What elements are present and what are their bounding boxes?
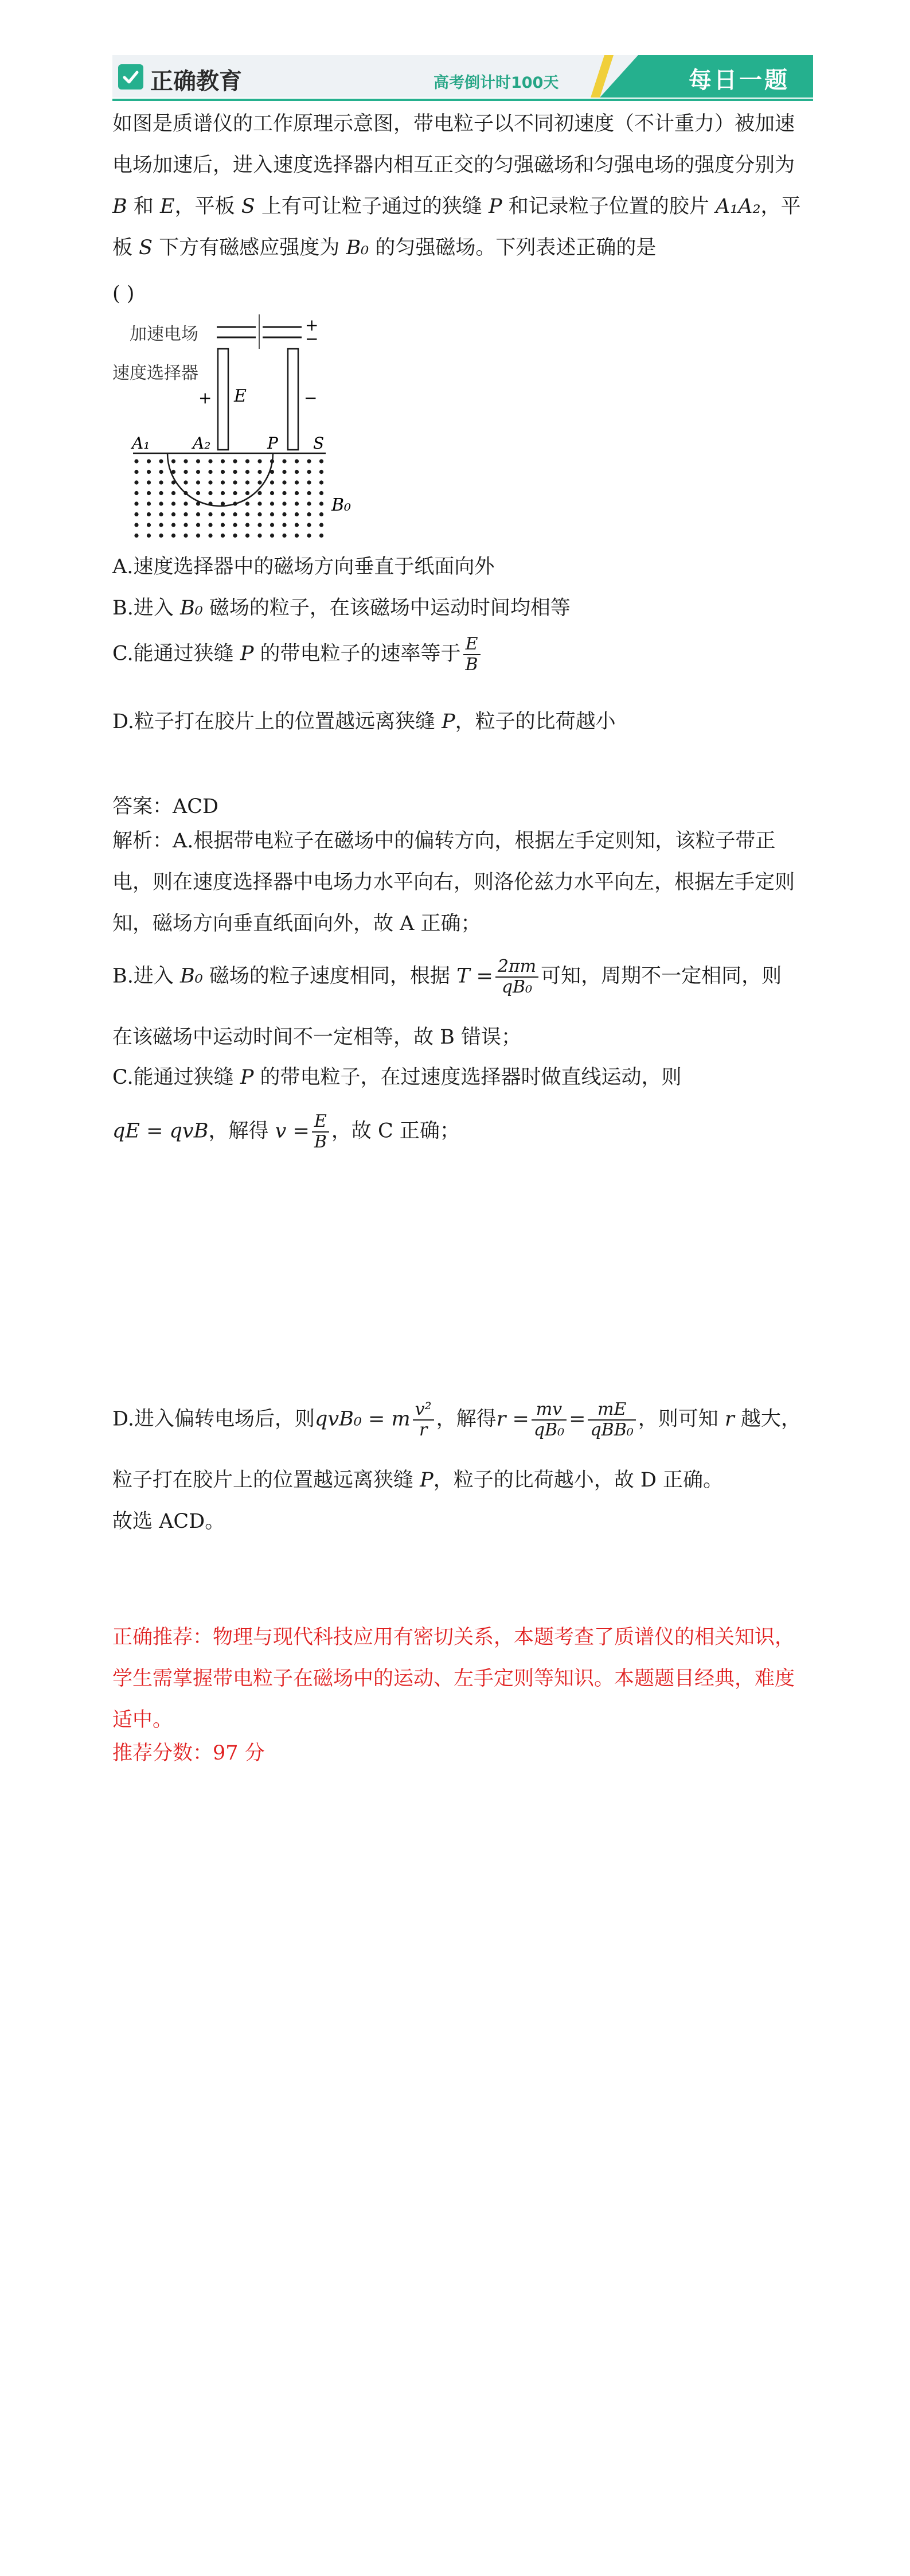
- selector-plate-right: [288, 349, 298, 450]
- field-dot: [307, 480, 311, 484]
- label-B0: B₀: [331, 495, 351, 515]
- field-dot: [282, 470, 286, 474]
- field-dot: [257, 480, 261, 484]
- field-dot: [307, 470, 311, 474]
- accel-field-label: 加速电场: [130, 324, 198, 344]
- field-dot: [295, 523, 299, 527]
- field-dot: [159, 534, 163, 538]
- option-d: D.粒子打在胶片上的位置越远离狭缝 P，粒子的比荷越小: [112, 710, 616, 733]
- field-dot: [183, 470, 188, 474]
- countdown-slogan: 高考倒计时100天: [433, 74, 559, 92]
- field-dot: [134, 491, 138, 495]
- field-dot: [245, 470, 249, 474]
- field-dot: [183, 501, 188, 505]
- field-dot: [233, 470, 237, 474]
- field-E-label: E: [234, 386, 247, 406]
- field-dot: [208, 470, 212, 474]
- field-dot: [208, 480, 212, 484]
- accel-plus-sign: +: [305, 316, 319, 334]
- analysis-c: C.能通过狭缝 P 的带电粒子，在过速度选择器时做直线运动，则: [112, 1066, 682, 1089]
- daily-question-title: 每日一题: [689, 67, 790, 94]
- field-dot: [245, 534, 249, 538]
- field-dot: [245, 459, 249, 463]
- velocity-selector-label: 速度选择器: [112, 363, 198, 383]
- field-dot: [295, 470, 299, 474]
- field-dot: [196, 523, 200, 527]
- label-A1: A₁: [132, 434, 150, 453]
- field-dot: [245, 501, 249, 505]
- mass-spectrometer-diagram: [112, 314, 376, 544]
- field-dot: [134, 480, 138, 484]
- field-dot: [307, 491, 311, 495]
- option-b: B.进入 B₀ 磁场的粒子，在该磁场中运动时间均相等: [112, 597, 571, 620]
- analysis-d: D.进入偏转电场后，则qvB₀ = m $\frac{\text{v²}}{r}$ ，解得r = $\frac{mv}{\text{qB₀}}$ = $\frac{mE}{\text{qBB₀}}$ ，则可知 r 越大，: [112, 1399, 801, 1440]
- analysis-a: 解析：A.根据带电粒子在磁场中的偏转方向，根据左手定则知，该粒子带正电，则在速度选择器中电场力水平向右，则洛伦兹力水平向左，根据左手定则知，磁场方向垂直纸面向外，故 A 正确；: [112, 830, 795, 935]
- field-dot: [257, 534, 261, 538]
- analysis-d-line2: 粒子打在胶片上的位置越远离狭缝 P，粒子的比荷越小，故 D 正确。: [112, 1469, 724, 1492]
- field-dot: [295, 491, 299, 495]
- field-dot: [282, 459, 286, 463]
- field-dot: [270, 534, 274, 538]
- field-dot: [196, 470, 200, 474]
- field-dot: [282, 512, 286, 516]
- field-dot: [245, 491, 249, 495]
- field-dot: [147, 459, 151, 463]
- field-dot: [159, 501, 163, 505]
- selector-plus-sign: +: [198, 388, 212, 407]
- field-dot: [295, 512, 299, 516]
- field-dot: [257, 470, 261, 474]
- field-dot: [257, 512, 261, 516]
- selector-minus-sign: −: [304, 388, 318, 407]
- field-dot: [171, 491, 175, 495]
- field-dot: [171, 512, 175, 516]
- field-dot: [196, 512, 200, 516]
- field-dot: [307, 512, 311, 516]
- field-dot: [159, 480, 163, 484]
- field-dot: [233, 512, 237, 516]
- field-dot: [147, 480, 151, 484]
- final-answer: 故选 ACD。: [112, 1510, 225, 1533]
- field-dot: [295, 501, 299, 505]
- field-dot: [257, 523, 261, 527]
- field-dot: [208, 512, 212, 516]
- field-dot: [171, 459, 175, 463]
- answer-label: 答案：ACD: [112, 795, 219, 818]
- field-dot: [159, 459, 163, 463]
- field-dot: [183, 523, 188, 527]
- field-dot: [319, 480, 323, 484]
- analysis-b-line2: 在该磁场中运动时间不一定相等，故 B 错误；: [112, 1026, 521, 1049]
- field-dot: [270, 523, 274, 527]
- field-dot: [171, 523, 175, 527]
- field-dot: [134, 512, 138, 516]
- field-dot: [245, 512, 249, 516]
- banner-underline: [112, 99, 813, 101]
- field-dot: [319, 523, 323, 527]
- field-dot: [134, 501, 138, 505]
- field-dot: [319, 534, 323, 538]
- field-dot: [282, 501, 286, 505]
- field-dot: [233, 534, 237, 538]
- answer-blank: ( ): [112, 282, 135, 305]
- field-dot: [196, 480, 200, 484]
- field-dot: [270, 491, 274, 495]
- field-dot: [221, 523, 225, 527]
- field-dot: [159, 491, 163, 495]
- field-dot: [233, 480, 237, 484]
- field-dot: [221, 491, 225, 495]
- field-dot: [307, 459, 311, 463]
- field-dot: [282, 534, 286, 538]
- field-dot: [319, 491, 323, 495]
- field-dot: [221, 534, 225, 538]
- field-dot: [134, 523, 138, 527]
- field-dot: [183, 480, 188, 484]
- field-dot: [183, 534, 188, 538]
- field-dot: [134, 470, 138, 474]
- field-dot: [183, 459, 188, 463]
- label-A2: A₂: [193, 434, 211, 453]
- field-dot: [221, 480, 225, 484]
- field-dot: [319, 512, 323, 516]
- field-dot: [282, 491, 286, 495]
- magnetic-field-dots: [134, 459, 323, 538]
- field-dot: [147, 512, 151, 516]
- field-dot: [147, 523, 151, 527]
- accel-minus-sign: −: [305, 329, 319, 348]
- field-dot: [270, 501, 274, 505]
- field-dot: [257, 491, 261, 495]
- option-c: C.能通过狭缝 P 的带电粒子的速率等于 $\frac{E}{B}$: [112, 635, 483, 675]
- analysis-c-line2: qE = qvB，解得 v = $\frac{E}{B}$ ，故 C 正确；: [112, 1111, 460, 1152]
- field-dot: [221, 459, 225, 463]
- field-dot: [295, 534, 299, 538]
- field-dot: [245, 523, 249, 527]
- field-dot: [208, 491, 212, 495]
- particle-trajectory: [167, 453, 273, 506]
- field-dot: [257, 459, 261, 463]
- field-dot: [257, 501, 261, 505]
- field-dot: [159, 512, 163, 516]
- field-dot: [295, 459, 299, 463]
- question-stem: 如图是质谱仪的工作原理示意图，带电粒子以不同初速度（不计重力）被加速电场加速后，进入速度选择器内相互正交的匀强磁场和匀强电场的强度分别为 B 和 E，平板 S 上有可让粒子通过的狭缝 P 和记录粒子位置的胶片 A₁A₂，平板 S 下方有磁感应强度为 B₀ 的匀强磁场。下列表述正确的是: [112, 112, 801, 259]
- field-dot: [147, 534, 151, 538]
- field-dot: [183, 512, 188, 516]
- brand-name: 正确教育: [150, 68, 242, 95]
- field-dot: [319, 459, 323, 463]
- field-dot: [196, 491, 200, 495]
- field-dot: [147, 491, 151, 495]
- field-dot: [134, 534, 138, 538]
- field-dot: [134, 459, 138, 463]
- field-dot: [171, 501, 175, 505]
- field-dot: [307, 523, 311, 527]
- field-dot: [159, 470, 163, 474]
- field-dot: [208, 459, 212, 463]
- check-icon: [118, 64, 143, 90]
- field-dot: [147, 470, 151, 474]
- field-dot: [282, 523, 286, 527]
- field-dot: [208, 534, 212, 538]
- field-dot: [233, 459, 237, 463]
- field-dot: [282, 480, 286, 484]
- field-dot: [196, 459, 200, 463]
- field-dot: [233, 491, 237, 495]
- field-dot: [196, 534, 200, 538]
- label-P: P: [267, 434, 278, 453]
- field-dot: [171, 534, 175, 538]
- label-S: S: [313, 434, 325, 453]
- field-dot: [159, 523, 163, 527]
- field-dot: [208, 523, 212, 527]
- recommendation-score: 推荐分数：97 分: [112, 1742, 265, 1765]
- recommendation-text: 正确推荐：物理与现代科技应用有密切关系，本题考查了质谱仪的相关知识，学生需掌握带电粒子在磁场中的运动、左手定则等知识。本题题目经典，难度适中。: [112, 1626, 795, 1731]
- option-a: A.速度选择器中的磁场方向垂直于纸面向外: [112, 555, 495, 578]
- analysis-b: B.进入 B₀ 磁场的粒子速度相同，根据 T = $\frac{2\pi m}{\text{qB₀}}$ 可知，周期不一定相同，则: [112, 956, 782, 997]
- header-banner: [112, 55, 813, 98]
- field-dot: [319, 501, 323, 505]
- field-dot: [307, 534, 311, 538]
- field-dot: [270, 512, 274, 516]
- field-dot: [233, 523, 237, 527]
- field-dot: [147, 501, 151, 505]
- selector-plate-left: [218, 349, 228, 450]
- field-dot: [221, 470, 225, 474]
- field-dot: [221, 512, 225, 516]
- field-dot: [270, 480, 274, 484]
- field-dot: [319, 470, 323, 474]
- field-dot: [245, 480, 249, 484]
- field-dot: [307, 501, 311, 505]
- field-dot: [295, 480, 299, 484]
